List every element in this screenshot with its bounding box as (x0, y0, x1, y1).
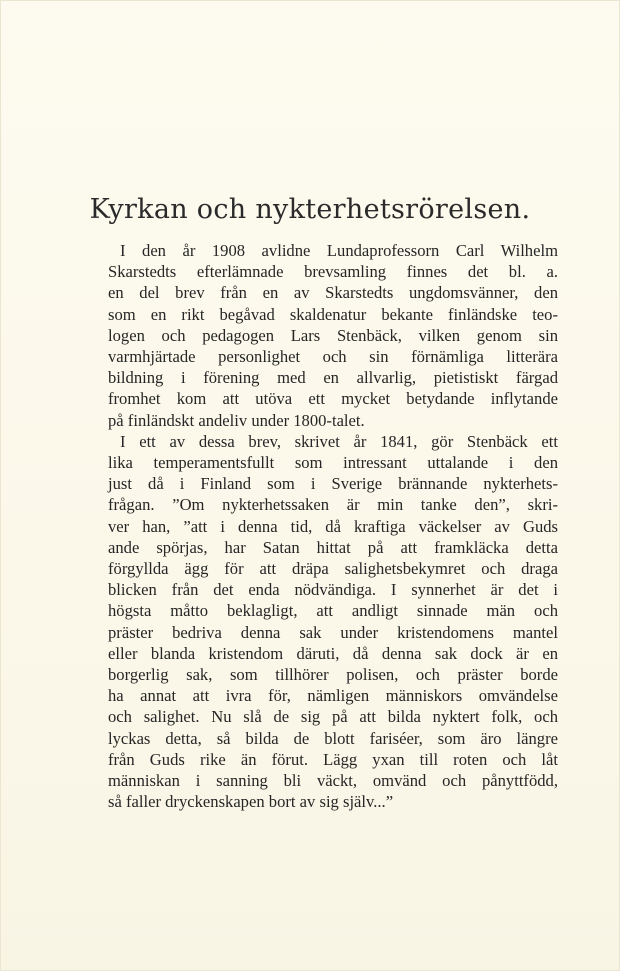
text-line: högsta måtto beklagligt, att andligt sinnade män och (108, 601, 558, 621)
paragraph-1 (108, 240, 558, 431)
text-line: logen och pedagogen Lars Stenbäck, vilken genom sin (108, 325, 558, 345)
text-line: lyckas detta, så bilda de blott fariséer, som äro längre (108, 728, 558, 748)
text-line: blicken från det enda nödvändiga. I synnerhet är det i (108, 580, 558, 600)
text-line: präster bedriva denna sak under kristendomens mantel (108, 622, 558, 642)
text-line: lika temperamentsfullt som intressant uttalande i den (108, 453, 558, 473)
body-text (108, 240, 558, 812)
text-line: på finländskt andeliv under 1800-talet. (108, 410, 365, 430)
text-line: just då i Finland som i Sverige brännande nykterhets- (108, 474, 558, 494)
text-line: människan i sanning bli väckt, omvänd och pånyttfödd, (108, 771, 558, 791)
text-line: och salighet. Nu slå de sig på att bilda nyktert folk, och (108, 707, 558, 727)
text-line: I den år 1908 avlidne Lundaprofessorn Carl Wilhelm (120, 241, 558, 260)
text-line: ver han, ”att i denna tid, då kraftiga väckelser av Guds (108, 516, 558, 536)
text-line: fromhet kom att utöva ett mycket betydande inflytande (108, 389, 558, 409)
chapter-title: Kyrkan och nykterhetsrörelsen. (89, 194, 531, 225)
text-line: en del brev från en av Skarstedts ungdomsvänner, den (108, 283, 558, 303)
text-line: eller blanda kristendom däruti, då denna sak dock är en (108, 643, 558, 663)
text-line: ande spörjas, har Satan hittat på att framkläcka detta (108, 537, 558, 557)
text-line: borgerlig sak, som tillhörer polisen, och präster borde (108, 665, 558, 685)
text-line: från Guds rike än förut. Lägg yxan till roten och låt (108, 749, 558, 769)
text-line: Skarstedts efterlämnade brevsamling finnes det bl. a. (108, 262, 558, 282)
text-line: I ett av dessa brev, skrivet år 1841, gör Stenbäck ett (120, 431, 558, 451)
text-line: ha annat att ivra för, nämligen människors omvändelse (108, 686, 558, 706)
text-line: som en rikt begåvad skaldenatur bekante finländske teo- (108, 304, 558, 324)
text-line: bildning i förening med en allvarlig, pietistiskt färgad (108, 368, 558, 388)
paragraph-2 (108, 431, 558, 813)
text-line: varmhjärtade personlighet och sin förnämliga litterära (108, 347, 558, 367)
text-line: så faller dryckenskapen bort av sig själv...” (108, 792, 394, 812)
text-line: förgyllda ägg för att dräpa salighetsbekymret och draga (108, 559, 558, 579)
text-line: frågan. ”Om nykterhetssaken är min tanke den”, skri- (108, 495, 558, 515)
